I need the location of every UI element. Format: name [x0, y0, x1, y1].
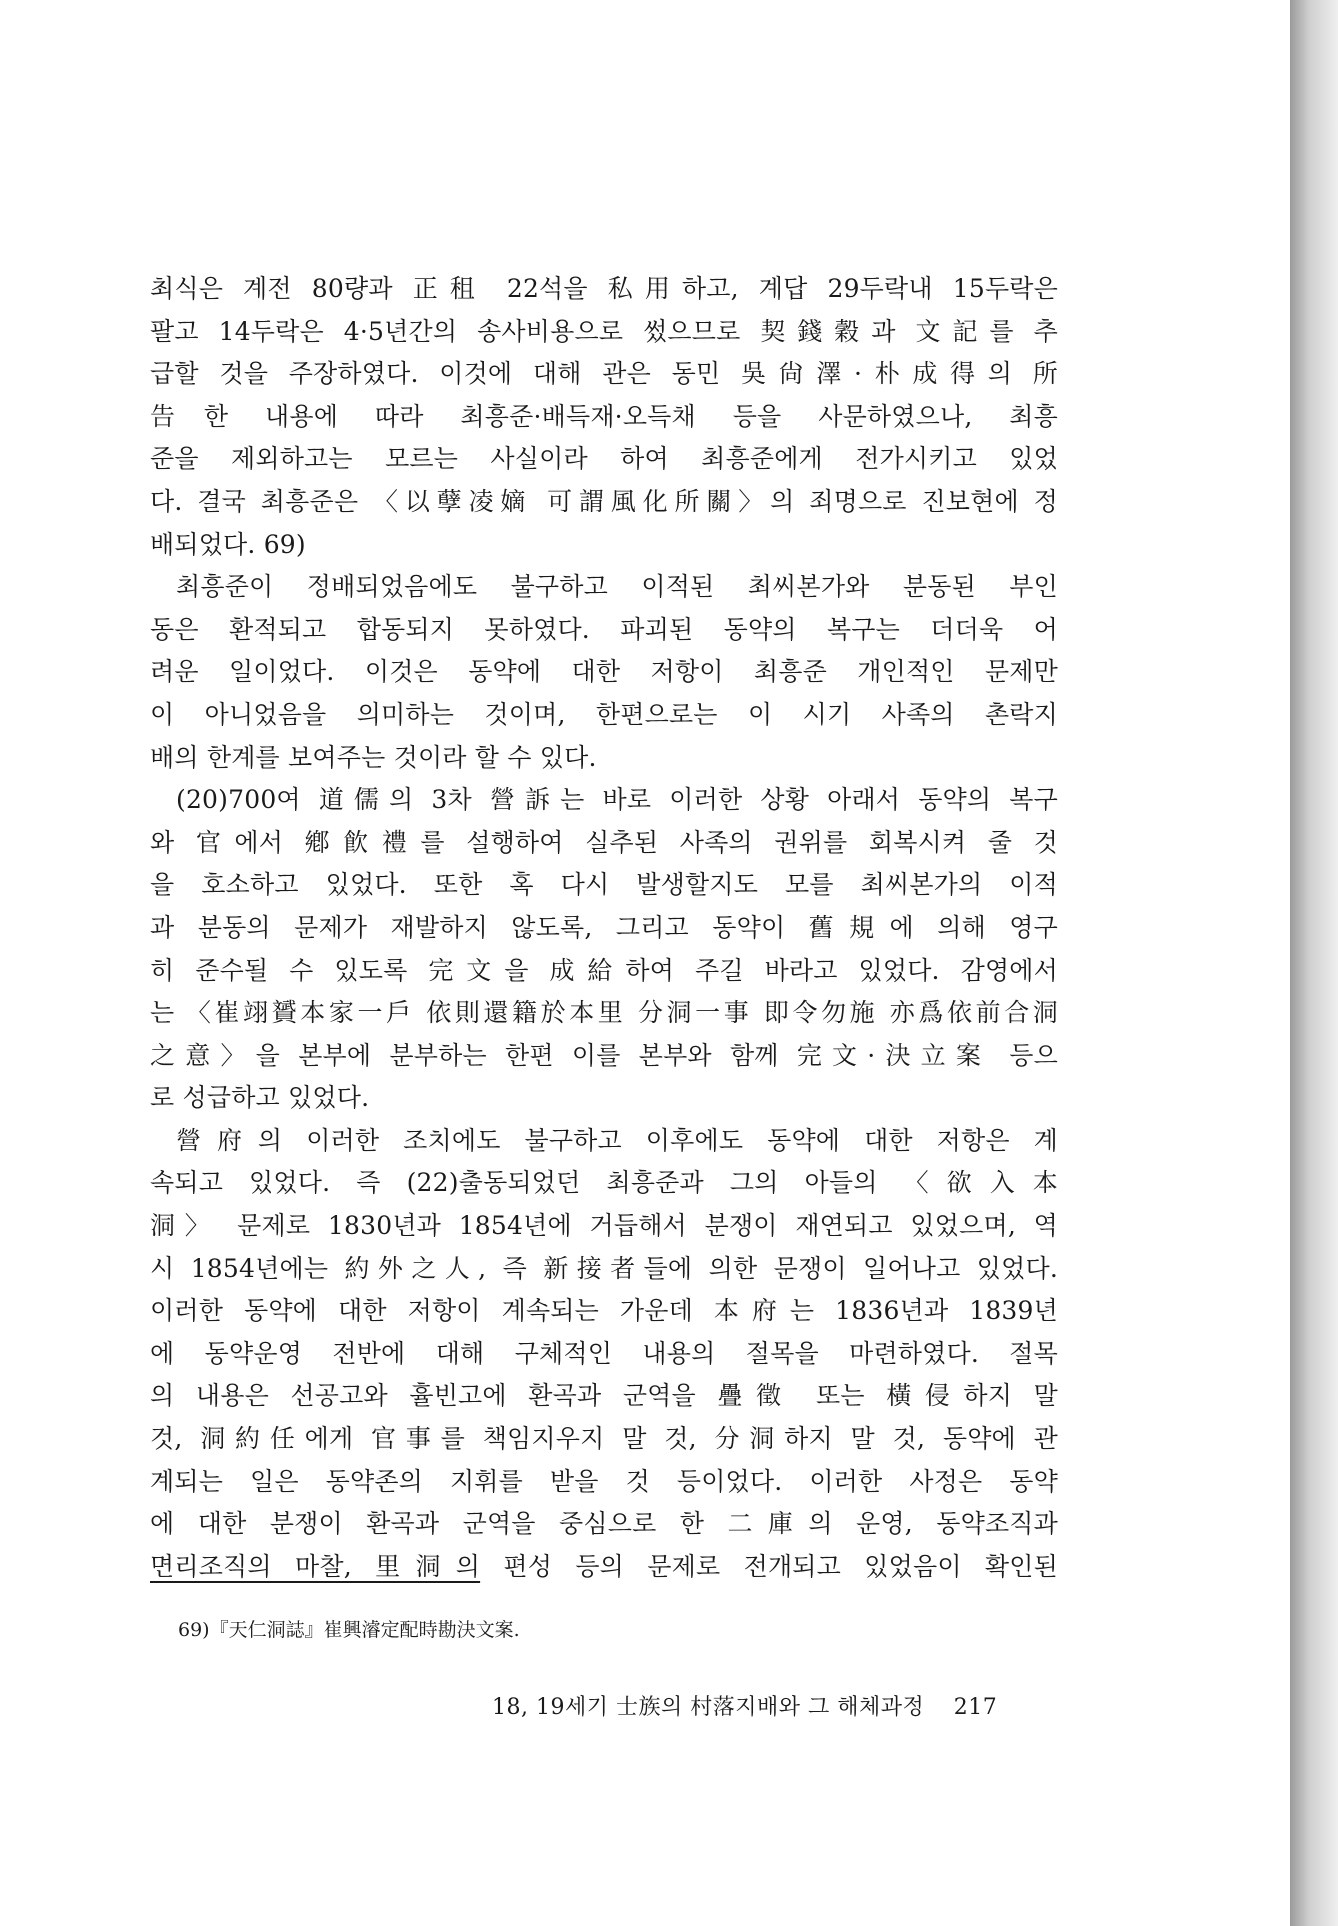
- text-line: 을 호소하고 있었다. 또한 혹 다시 발생할지도 모를 최씨본가의 이적: [150, 870, 1058, 900]
- text-line: 것, 洞約任에게 官事를 책임지우지 말 것, 分洞하지 말 것, 동약에 관: [150, 1424, 1058, 1454]
- text-line: 계되는 일은 동약존의 지휘를 받을 것 등이었다. 이러한 사정은 동약: [150, 1466, 1058, 1496]
- text-line: 之意〉을 본부에 분부하는 한편 이를 본부와 함께 完文·決立案 등으: [150, 1040, 1058, 1070]
- paragraph-1: [150, 268, 1058, 566]
- text-line: 洞〉 문제로 1830년과 1854년에 거듭해서 분쟁이 재연되고 있었으며, 역: [150, 1211, 1058, 1241]
- text-line: (20)700여 道儒의 3차 營訴는 바로 이러한 상황 아래서 동약의 복구: [176, 785, 1058, 815]
- text-line: 다. 결국 최흥준은 〈以孽凌嫡 可謂風化所關〉의 죄명으로 진보현에 정: [150, 486, 1058, 516]
- text-line: 려운 일이었다. 이것은 동약에 대한 저항이 최흥준 개인적인 문제만: [150, 657, 1058, 687]
- text-line: 팔고 14두락은 4·5년간의 송사비용으로 썼으므로 契錢穀과 文記를 추: [150, 316, 1058, 346]
- text-line: 와 官에서 鄕飮禮를 설행하여 실추된 사족의 권위를 회복시켜 줄 것: [150, 827, 1058, 857]
- paragraph-2: [150, 566, 1058, 779]
- page-number: 217: [953, 1695, 998, 1720]
- running-footer: [492, 1690, 997, 1721]
- text-line: 배되었다. 69): [150, 529, 306, 559]
- text-line: 배의 한계를 보여주는 것이라 할 수 있다.: [150, 742, 597, 772]
- page-edge: [1290, 0, 1338, 1926]
- text-line: 에 대한 분쟁이 환곡과 군역을 중심으로 한 二庫의 운영, 동약조직과: [150, 1509, 1058, 1539]
- text-line: 로 성급하고 있었다.: [150, 1083, 370, 1113]
- text-line: 이 아니었음을 의미하는 것이며, 한편으로는 이 시기 사족의 촌락지: [150, 699, 1058, 729]
- text-line: 히 준수될 수 있도록 完文을 成給하여 주길 바라고 있었다. 감영에서: [150, 955, 1058, 985]
- footnote: 69)『天仁洞誌』崔興濬定配時勘決文案.: [178, 1619, 520, 1641]
- text-line: 告한 내용에 따라 최흥준·배득재·오득채 등을 사문하였으나, 최흥: [150, 401, 1058, 431]
- text-line: 최흥준이 정배되었음에도 불구하고 이적된 최씨본가와 분동된 부인: [176, 572, 1058, 602]
- body-text: [150, 268, 1058, 1588]
- text-line: 營府의 이러한 조치에도 불구하고 이후에도 동약에 대한 저항은 계: [176, 1125, 1058, 1155]
- running-title: 18, 19세기 士族의 村落지배와 그 해체과정: [492, 1695, 925, 1720]
- text-line: 준을 제외하고는 모르는 사실이라 하여 최흥준에게 전가시키고 있었: [150, 444, 1058, 474]
- text-line: 동은 환적되고 합동되지 못하였다. 파괴된 동약의 복구는 더더욱 어: [150, 614, 1058, 644]
- text-line: 급할 것을 주장하였다. 이것에 대해 관은 동민 吳尙澤·朴成得의 所: [150, 359, 1058, 389]
- text-line: 시 1854년에는 約外之人, 즉 新接者들에 의한 문쟁이 일어나고 있었다.: [150, 1253, 1058, 1283]
- underlined-fragment: 면리조직의 마찰, 里洞의: [150, 1551, 481, 1581]
- text-line: 과 분동의 문제가 재발하지 않도록, 그리고 동약이 舊規에 의해 영구: [150, 912, 1058, 942]
- paragraph-4: [150, 1120, 1058, 1589]
- text-line: 속되고 있었다. 즉 (22)출동되었던 최흥준과 그의 아들의 〈欲入本: [150, 1168, 1058, 1198]
- text-line-underlined: 면리조직의 마찰, 里洞의 편성 등의 문제로 전개되고 있었음이 확인된: [150, 1551, 1058, 1581]
- paragraph-3: [150, 779, 1058, 1120]
- text-line: 는 〈崔翊贇本家一戶 依則還籍於本里 分洞一事 即令勿施 亦爲依前合洞: [150, 998, 1058, 1028]
- text-line: 에 동약운영 전반에 대해 구체적인 내용의 절목을 마련하였다. 절목: [150, 1338, 1058, 1368]
- text-line: 이러한 동약에 대한 저항이 계속되는 가운데 本府는 1836년과 1839년: [150, 1296, 1058, 1326]
- text-line: 최식은 계전 80량과 正租 22석을 私用하고, 계답 29두락내 15두락은: [150, 274, 1058, 303]
- text-line: 의 내용은 선공고와 휼빈고에 환곡과 군역을 疊徵 또는 橫侵하지 말: [150, 1381, 1058, 1411]
